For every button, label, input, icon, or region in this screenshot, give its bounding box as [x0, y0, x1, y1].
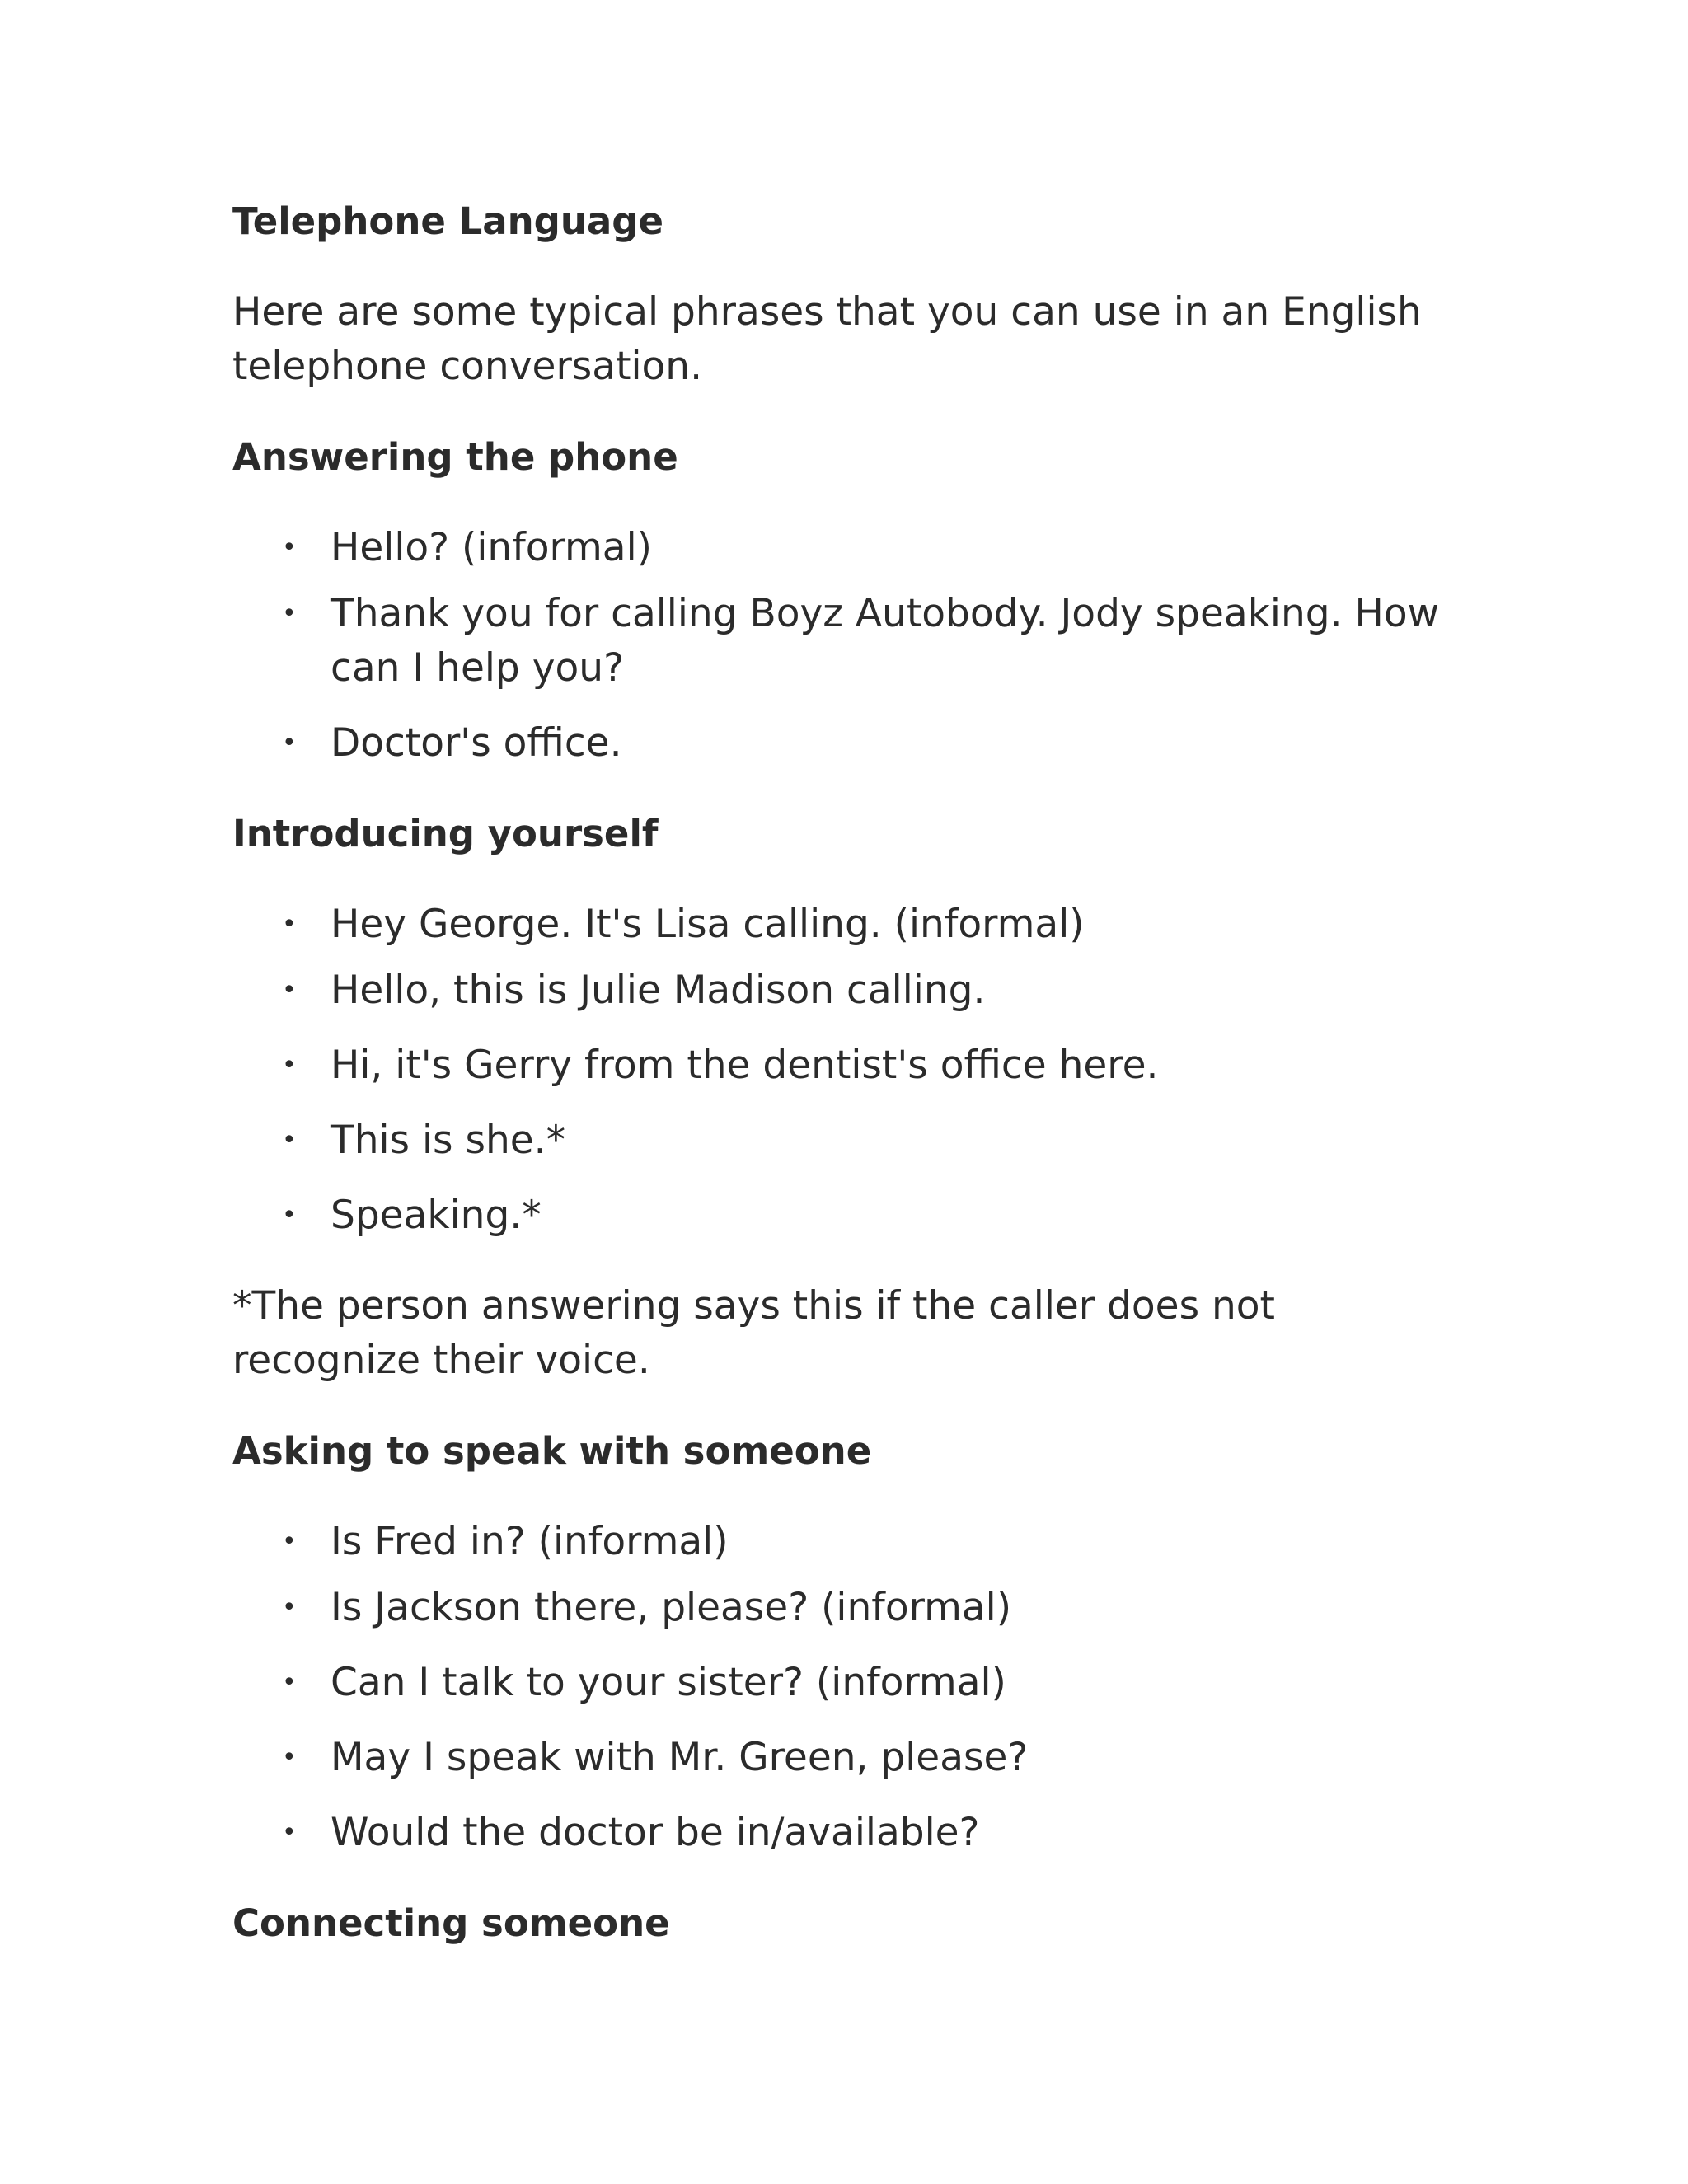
bullet-icon: •: [282, 1527, 297, 1556]
list-item: [232, 1113, 1469, 1168]
phrase-text: Would the doctor be in/available?: [331, 1810, 980, 1855]
section-heading-asking: Asking to speak with someone: [232, 1429, 872, 1473]
phrase-text: Hey George. It's Lisa calling. (informal): [331, 902, 1085, 947]
bullet-icon: •: [282, 729, 297, 757]
list-item: [232, 587, 1469, 696]
bullet-icon: •: [282, 1126, 297, 1155]
bullet-icon: •: [282, 599, 297, 628]
page-title: Telephone Language: [232, 199, 663, 243]
phrase-text: This is she.*: [331, 1118, 566, 1163]
phrase-text: Hello? (informal): [331, 525, 652, 570]
phrase-text: Is Jackson there, please? (informal): [331, 1585, 1012, 1630]
list-item: [232, 963, 1469, 1018]
section-heading-connecting: Connecting someone: [232, 1901, 670, 1945]
phrase-text: Can I talk to your sister? (informal): [331, 1660, 1006, 1705]
phrase-text: Hi, it's Gerry from the dentist's office here.: [331, 1043, 1159, 1088]
bullet-icon: •: [282, 1593, 297, 1622]
list-item: [232, 521, 1469, 575]
phrase-text: Thank you for calling Boyz Autobody. Jody speaking. How can I help you?: [331, 591, 1440, 691]
document-page: [232, 194, 1469, 1951]
phrase-text: Speaking.*: [331, 1193, 542, 1238]
phrase-text: Is Fred in? (informal): [331, 1519, 729, 1564]
footnote-paragraph: *The person answering says this if the caller does not recognize their voice.: [232, 1283, 1275, 1383]
bullet-icon: •: [282, 1051, 297, 1080]
list-item: [232, 898, 1469, 952]
list-item: [232, 1515, 1469, 1569]
phrase-text: Hello, this is Julie Madison calling.: [331, 968, 986, 1013]
list-item: [232, 1038, 1469, 1093]
section-heading-answering: Answering the phone: [232, 435, 678, 479]
introducing-phrase-list: [232, 898, 1469, 1243]
asking-phrase-list: [232, 1515, 1469, 1860]
bullet-icon: •: [282, 1743, 297, 1772]
intro-paragraph: Here are some typical phrases that you can use in an English telephone conversation.: [232, 289, 1422, 389]
section-heading-introducing: Introducing yourself: [232, 812, 659, 855]
list-item: [232, 1188, 1469, 1243]
list-item: [232, 1731, 1469, 1785]
bullet-icon: •: [282, 910, 297, 939]
list-item: [232, 1581, 1469, 1635]
bullet-icon: •: [282, 976, 297, 1005]
phrase-text: May I speak with Mr. Green, please?: [331, 1735, 1029, 1780]
list-item: [232, 1656, 1469, 1710]
answering-phrase-list: [232, 521, 1469, 771]
phrase-text: Doctor's office.: [331, 720, 622, 766]
bullet-icon: •: [282, 1201, 297, 1230]
bullet-icon: •: [282, 1668, 297, 1697]
bullet-icon: •: [282, 1818, 297, 1847]
bullet-icon: •: [282, 533, 297, 562]
list-item: [232, 1806, 1469, 1860]
list-item: [232, 716, 1469, 771]
